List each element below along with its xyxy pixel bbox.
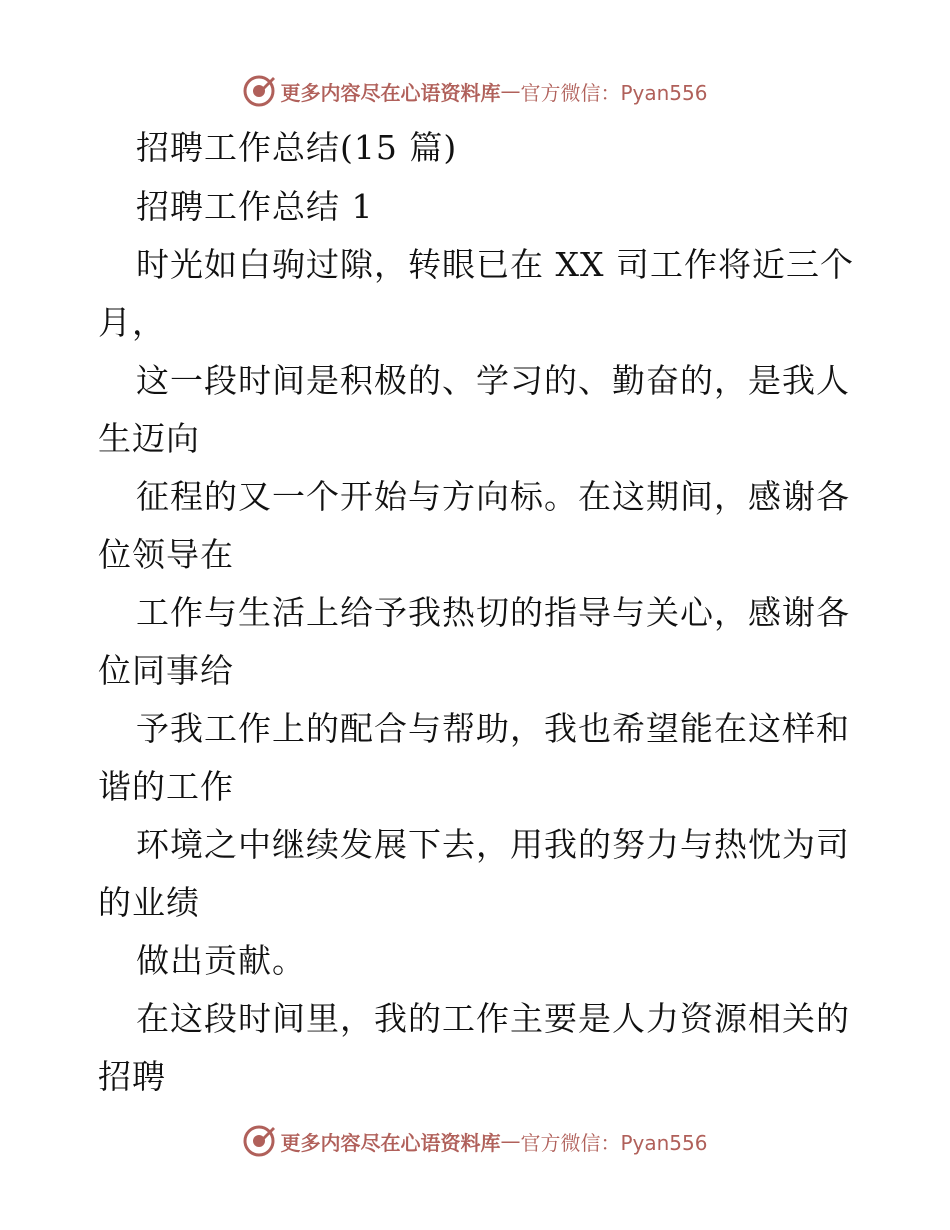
paragraph-line: 时光如白驹过隙，转眼已在 XX 司工作将近三个 [136,245,854,284]
paragraph-line: 月， [98,303,166,342]
paragraph-line: 环境之中继续发展下去，用我的努力与热忱为司 [136,825,850,864]
paragraph-line: 的业绩 [98,883,200,922]
paragraph-line: 位领导在 [98,535,234,574]
banner-brand: 更多内容尽在心语资料库 [280,1130,501,1155]
paragraph-line: 在这段时间里，我的工作主要是人力资源相关的 [136,999,850,1038]
banner-separator: — [500,1129,521,1153]
banner-wechat: 官方微信：Pyan556 [520,80,708,105]
paragraph-line: 工作与生活上给予我热切的指导与关心，感谢各 [136,593,850,632]
pen-logo-icon [242,74,276,108]
paragraph-line: 生迈向 [98,419,200,458]
banner-wechat: 官方微信：Pyan556 [520,1130,708,1155]
pen-logo-icon [242,1124,276,1158]
header-watermark [0,71,950,111]
banner-brand: 更多内容尽在心语资料库 [280,80,501,105]
paragraph-line: 予我工作上的配合与帮助，我也希望能在这样和 [136,709,850,748]
paragraph-line: 征程的又一个开始与方向标。在这期间，感谢各 [136,477,850,516]
paragraph-line: 这一段时间是积极的、学习的、勤奋的，是我人 [136,361,850,400]
section-heading: 招聘工作总结 1 [136,187,374,226]
paragraph-line: 招聘 [98,1057,166,1096]
document-title: 招聘工作总结(15 篇) [136,128,458,167]
footer-watermark [0,1121,950,1161]
paragraph-line: 谐的工作 [98,767,234,806]
paragraph-line: 做出贡献。 [136,941,306,980]
paragraph-line: 位同事给 [98,651,234,690]
banner-separator: — [500,79,521,103]
